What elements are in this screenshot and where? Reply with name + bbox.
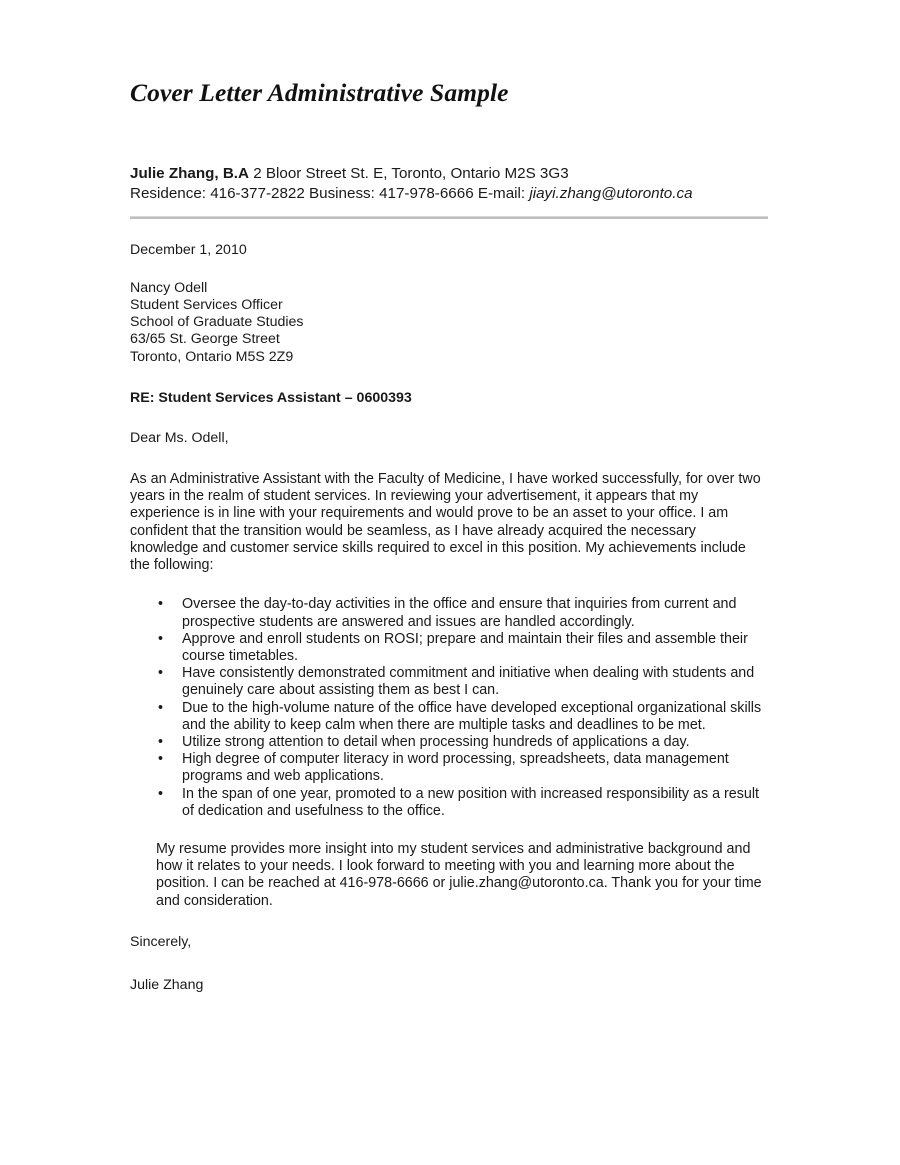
recipient-line: 63/65 St. George Street	[130, 331, 280, 348]
recipient-line: Toronto, Ontario M5S 2Z9	[130, 348, 294, 365]
list-item	[130, 665, 764, 699]
sender-contact: Residence: 416-377-2822 Business: 417-978-6666 E-mail:	[130, 185, 530, 203]
opening-paragraph: As an Administrative Assistant with the Faculty of Medicine, I have worked successfully, for over two years in the realm of student services. In reviewing your advertisement, it appears that my experience is in line with your requirements and would prove to be an asset to your office. I am confident that the transition would be seamless, as I have already acquired the necessary knowledge and customer service skills required to excel in this position. My achievements include the following:	[130, 471, 761, 574]
sender-address: 2 Bloor Street St. E, Toronto, Ontario M2S 3G3	[248, 164, 569, 182]
list-item-text: Have consistently demonstrated commitment and initiative when dealing with students and genuinely care about assisting them as best I can.	[182, 665, 755, 699]
achievements-list	[130, 596, 764, 820]
bullet-icon: •	[158, 630, 164, 647]
list-item	[130, 751, 764, 785]
salutation: Dear Ms. Odell,	[130, 430, 229, 447]
sender-email: jiayi.zhang@utoronto.ca	[529, 185, 693, 203]
list-item	[130, 596, 764, 630]
letterhead	[130, 164, 768, 205]
page-title: Cover Letter Administrative Sample	[130, 78, 509, 107]
signoff: Sincerely,	[130, 933, 192, 950]
letter-date: December 1, 2010	[130, 241, 247, 258]
bullet-icon: •	[158, 665, 164, 682]
bullet-icon: •	[158, 751, 164, 768]
sender-name: Julie Zhang, B.A	[130, 164, 249, 182]
bullet-icon: •	[158, 699, 164, 716]
header-divider	[130, 216, 768, 219]
recipient-address-block	[130, 280, 768, 366]
recipient-line: Student Services Officer	[130, 296, 283, 313]
list-item-text: Due to the high-volume nature of the office have developed exceptional organizational skills and the ability to keep calm when there are multiple tasks and deadlines to be met.	[182, 699, 762, 733]
recipient-line: Nancy Odell	[130, 279, 208, 296]
list-item	[130, 786, 764, 820]
recipient-line: School of Graduate Studies	[130, 314, 304, 331]
list-item	[130, 700, 764, 734]
list-item-text: Approve and enroll students on ROSI; prepare and maintain their files and assemble their course timetables.	[182, 630, 748, 664]
list-item	[130, 631, 764, 665]
list-item-text: Oversee the day-to-day activities in the office and ensure that inquiries from current and prospective students are answered and issues are handled accordingly.	[182, 596, 737, 630]
list-item	[130, 734, 764, 751]
list-item-text: In the span of one year, promoted to a new position with increased responsibility as a result of dedication and usefulness to the office.	[182, 785, 759, 819]
signature-name: Julie Zhang	[130, 976, 204, 993]
list-item-text: Utilize strong attention to detail when processing hundreds of applications a day.	[182, 733, 690, 750]
letter-content	[130, 0, 768, 994]
closing-paragraph: My resume provides more insight into my student services and administrative background and how it relates to your needs. I look forward to meeting with you and learning more about the position. I can be reached at 416-978-6666 or julie.zhang@utoronto.ca. Thank you for your time and consideration.	[156, 840, 762, 909]
letterhead-line-2	[130, 184, 768, 205]
letterhead-line-1	[130, 164, 768, 185]
bullet-icon: •	[158, 785, 164, 802]
list-item-text: High degree of computer literacy in word processing, spreadsheets, data management programs and web applications.	[182, 751, 729, 785]
bullet-icon: •	[158, 596, 164, 613]
bullet-icon: •	[158, 733, 164, 750]
subject-line: RE: Student Services Assistant – 0600393	[130, 390, 412, 407]
